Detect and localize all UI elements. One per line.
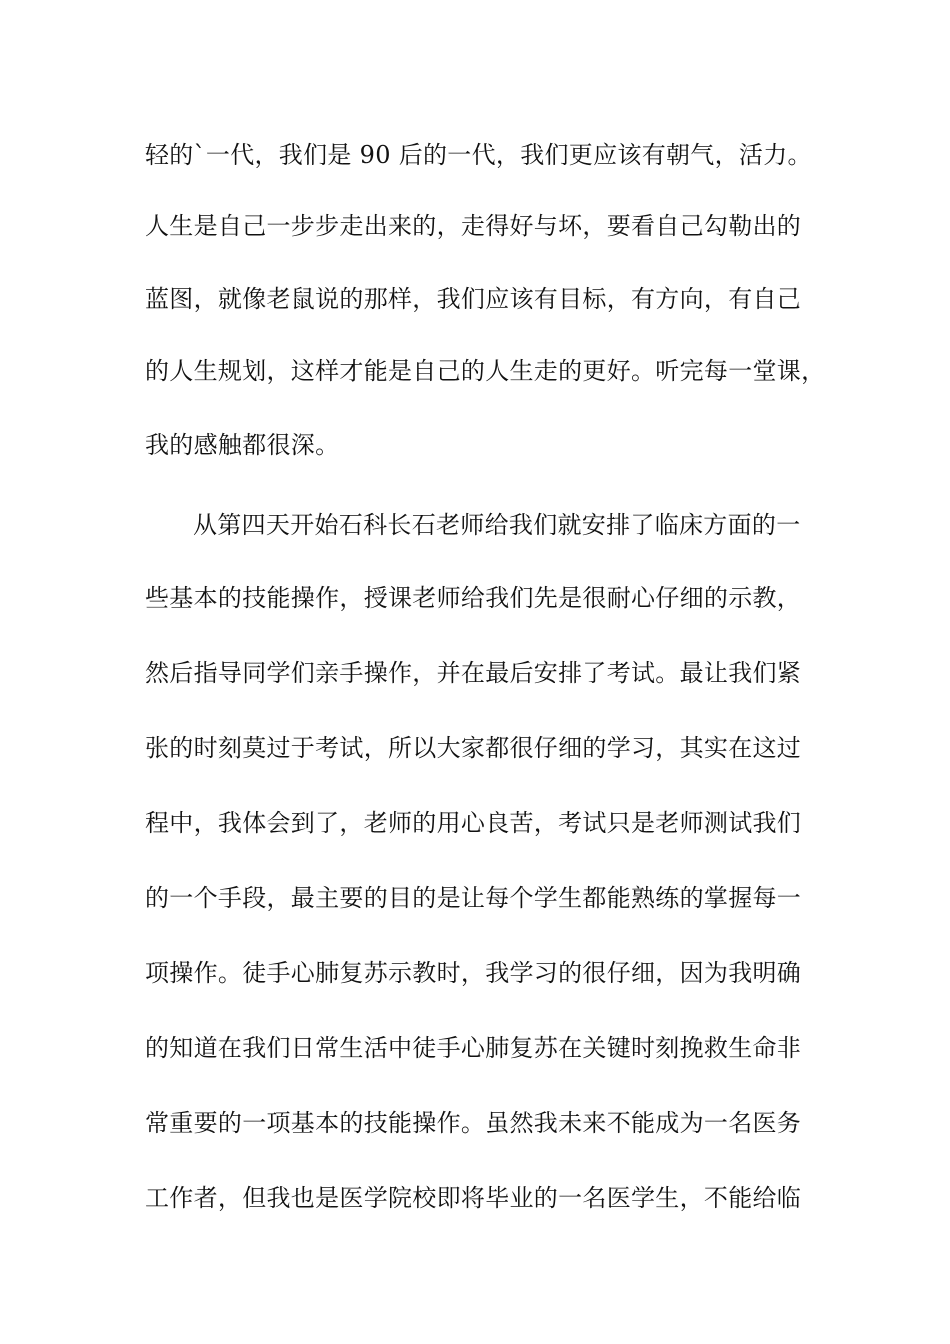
text-line: 常重要的一项基本的技能操作。虽然我未来不能成为一名医务 [145,1109,802,1137]
text-line: 然后指导同学们亲手操作，并在最后安排了考试。最让我们紧 [145,659,802,687]
text-line: 的一个手段，最主要的目的是让每个学生都能熟练的掌握每一 [145,884,802,912]
text-line: 程中，我体会到了，老师的用心良苦，考试只是老师测试我们 [145,809,802,837]
text-line: 工作者，但我也是医学院校即将毕业的一名医学生，不能给临 [145,1184,802,1212]
text-line: 张的时刻莫过于考试，所以大家都很仔细的学习，其实在这过 [145,734,802,762]
text-line: 轻的`一代，我们是 90 后的一代，我们更应该有朝气，活力。 [145,141,812,169]
text-line: 人生是自己一步步走出来的，走得好与坏，要看自己勾勒出的 [145,212,802,240]
text-line: 的人生规划，这样才能是自己的人生走的更好。听完每一堂课， [145,357,826,385]
text-line: 项操作。徒手心肺复苏示教时，我学习的很仔细，因为我明确 [145,959,802,987]
text-line: 的知道在我们日常生活中徒手心肺复苏在关键时刻挽救生命非 [145,1034,802,1062]
text-line: 些基本的技能操作，授课老师给我们先是很耐心仔细的示教， [145,584,802,612]
paragraph-first-line: 从第四天开始石科长石老师给我们就安排了临床方面的一 [193,511,801,539]
text-line: 蓝图，就像老鼠说的那样，我们应该有目标，有方向，有自己 [145,285,802,313]
text-line: 我的感触都很深。 [145,431,340,459]
